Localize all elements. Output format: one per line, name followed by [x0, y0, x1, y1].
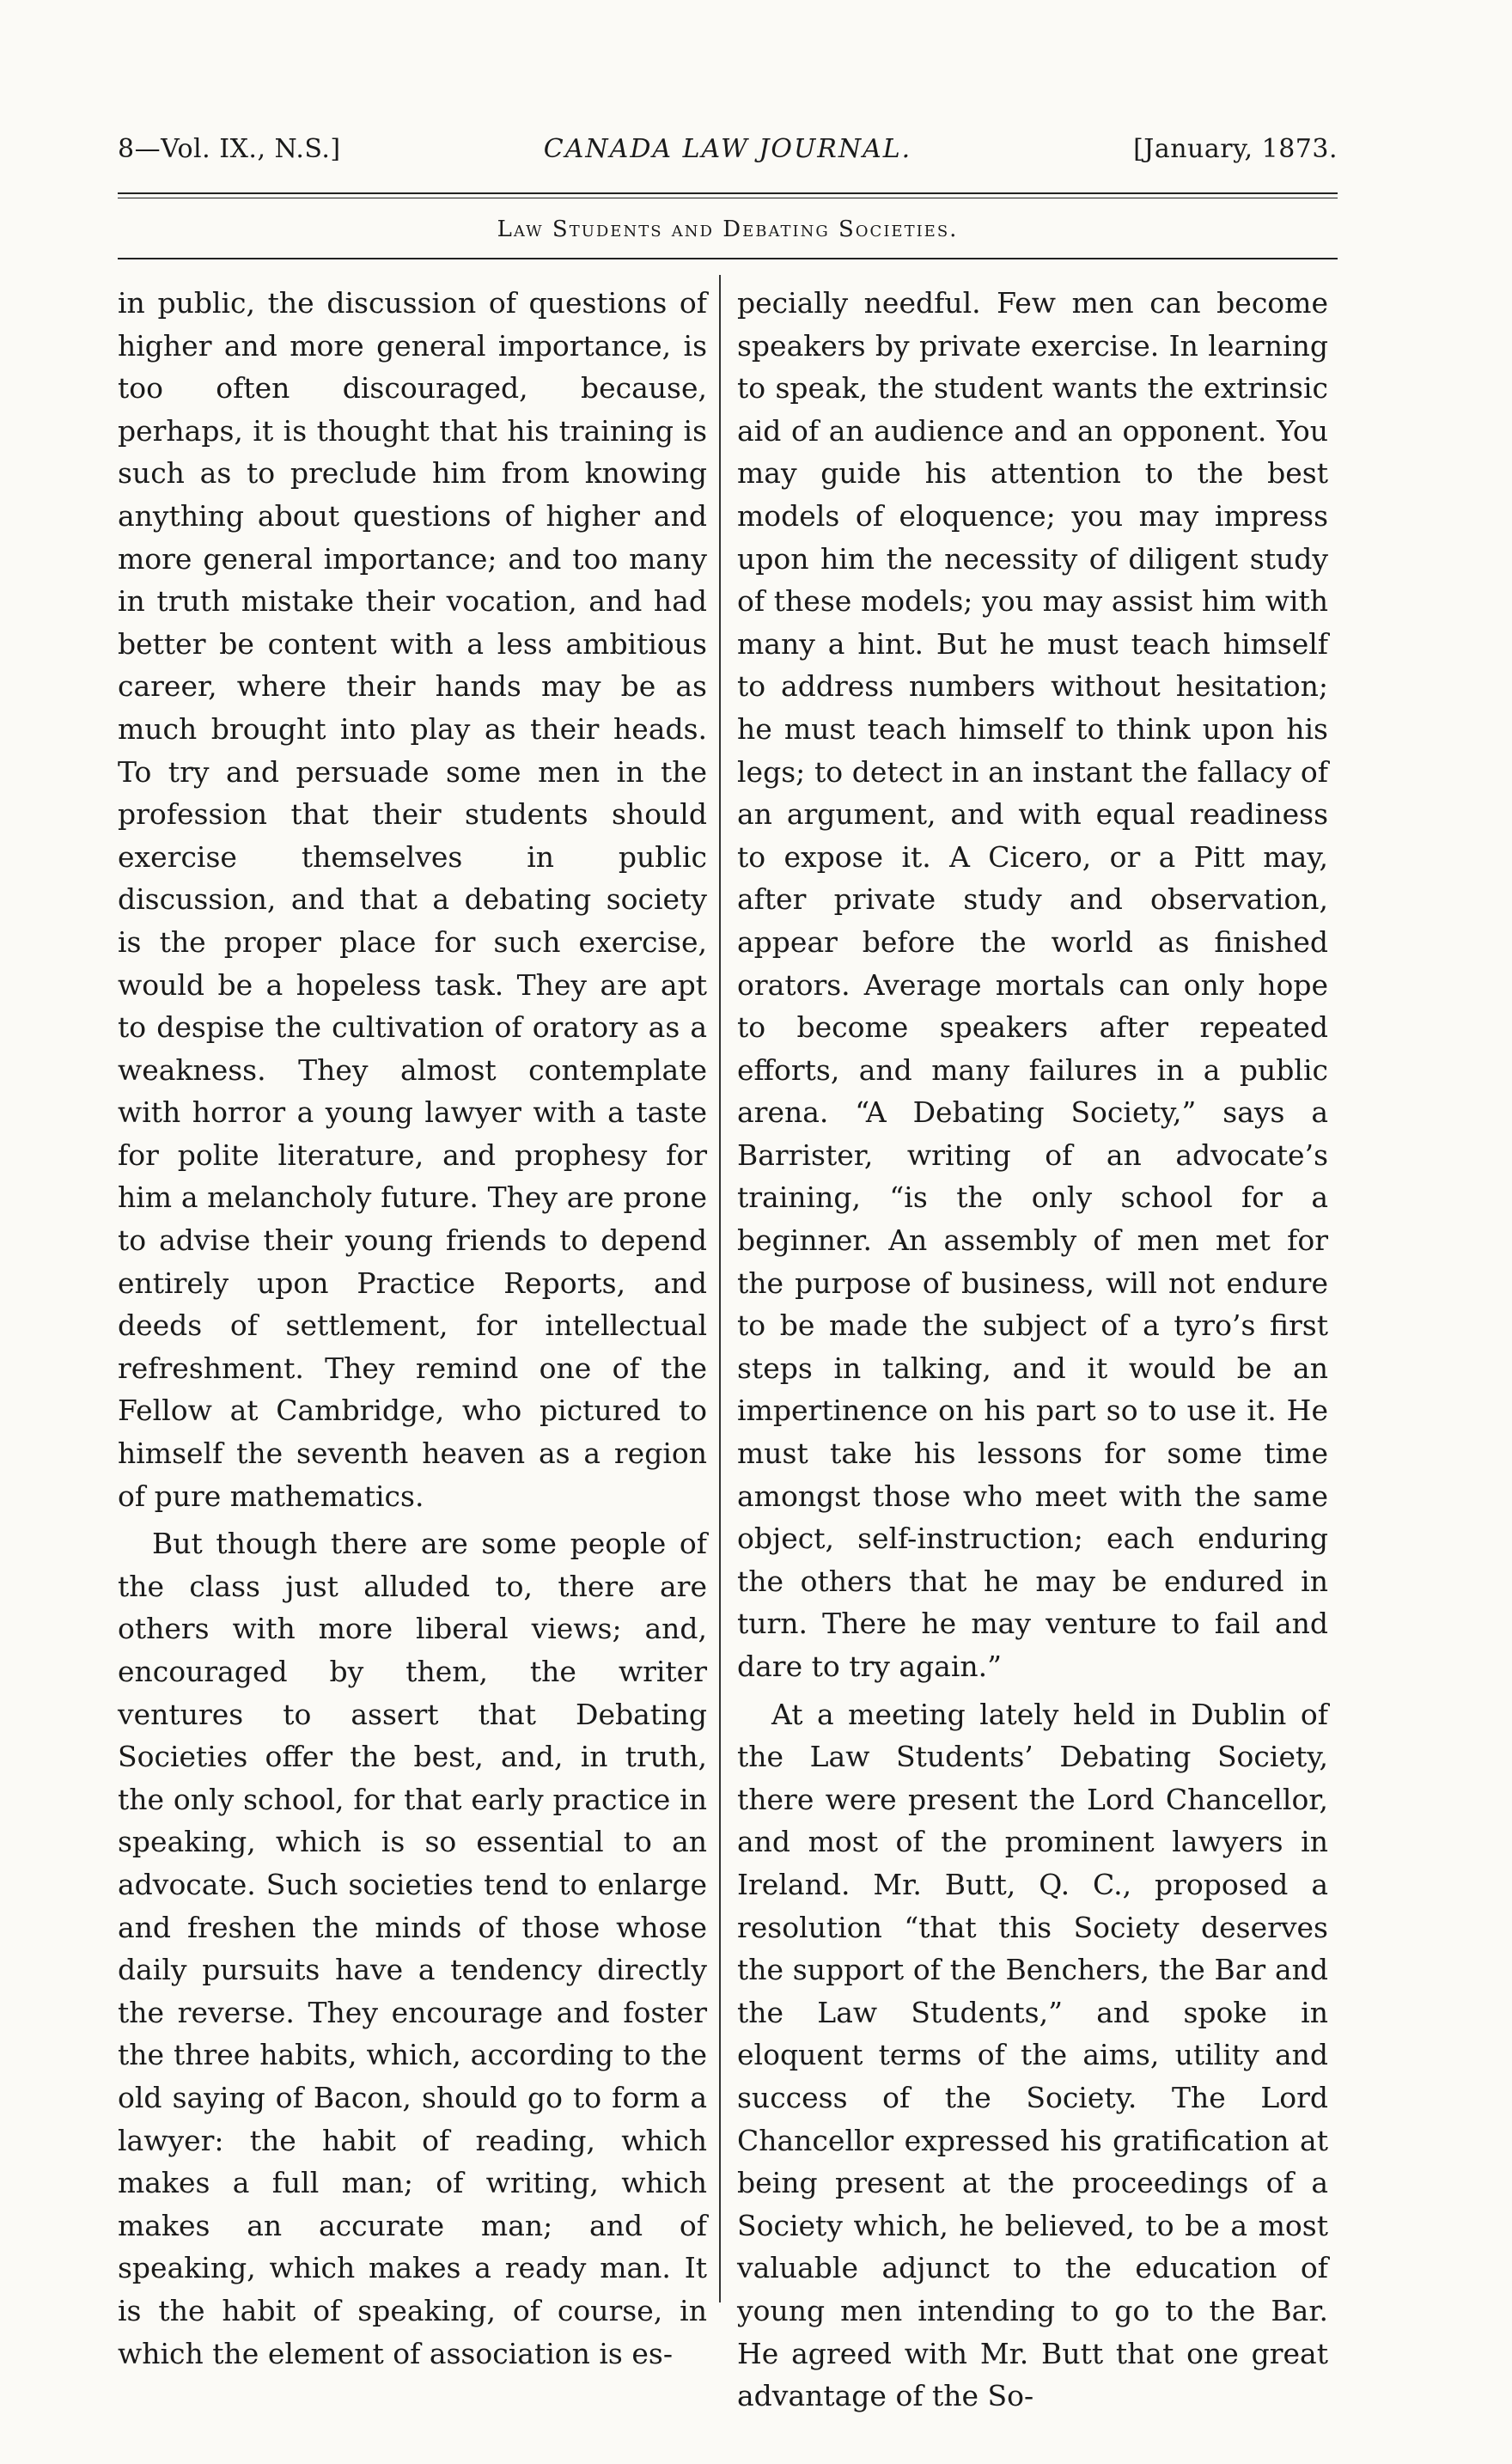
issue-date: [January, 1873.	[1133, 134, 1338, 164]
left-column	[118, 282, 707, 2375]
right-paragraph-1: pecially needful. Few men can become speakers by private exercise. In learning to speak, the student wants the extrinsic aid of an audience and an opponent. You may guide his attention to the best models of eloquence; you may impress upon him the necessity of diligent study of these models; you may assist him with many a hint. But he must teach himself to address numbers without hesitation; he must teach himself to think upon his legs; to detect in an instant the fallacy of an argument, and with equal readiness to expose it. A Cicero, or a Pitt may, after private study and observation, appear before the world as finished orators. Average mortals can only hope to become speakers after repeated efforts, and many failures in a public arena. “A Debating Society,” says a Barrister, writing of an advocate’s training, “is the only school for a beginner. An assembly of men met for the purpose of business, will not endure to be made the subject of a tyro’s first steps in talking, and it would be an impertinence on his part so to use it. He must take his lessons for some time amongst those who meet with the same object, self-instruction; each enduring the others that he may be endured in turn. There he may venture to fail and dare to try again.”	[737, 286, 1328, 1683]
right-column	[737, 282, 1328, 2418]
section-title: Law Students and Debating Societies.	[497, 217, 959, 242]
left-paragraph-1: in public, the discussion of questions of higher and more general importance, is too often discouraged, because, perhaps, it is thought that his training is such as to preclude him from knowing anything about questions of higher and more general importance; and too many in truth mistake their vocation, and had better be content with a less ambitious career, where their hands may be as much brought into play as their heads. To try and persuade some men in the profession that their students should exercise themselves in public discussion, and that a debating society is the proper place for such exercise, would be a hopeless task. They are apt to despise the cultivation of oratory as a weakness. They almost contemplate with horror a young lawyer with a taste for polite literature, and prophesy for him a melancholy future. They are prone to advise their young friends to depend entirely upon Practice Reports, and deeds of settlement, for intellectual refreshment. They remind one of the Fellow at Cambridge, who pictured to himself the seventh heaven as a region of pure mathematics.	[118, 286, 707, 1513]
journal-title: CANADA LAW JOURNAL.	[543, 134, 912, 164]
right-paragraph-2: At a meeting lately held in Dublin of the Law Students’ Debating Society, there were present the Lord Chancellor, and most of the prominent lawyers in Ireland. Mr. Butt, Q. C., proposed a resolution “that this Society deserves the support of the Benchers, the Bar and the Law Students,” and spoke in eloquent terms of the aims, utility and success of the Society. The Lord Chancellor expressed his gratification at being present at the proceedings of a Society which, he believed, to be a most valuable adjunct to the education of young men intending to go to the Bar. He agreed with Mr. Butt that one great advantage of the So-	[737, 1697, 1328, 2413]
left-paragraph-2: But though there are some people of the class just alluded to, there are others with more liberal views; and, encouraged by them, the writer ventures to assert that Debating Societies offer the best, and, in truth, the only school, for that early practice in speaking, which is so essential to an advocate. Such societies tend to enlarge and freshen the minds of those whose daily pursuits have a tendency directly the reverse. They encourage and foster the three habits, which, according to the old saying of Bacon, should go to form a lawyer: the habit of reading, which makes a full man; of writing, which makes an accurate man; and of speaking, which makes a ready man. It is the habit of speaking, of course, in which the element of association is es-	[118, 1527, 707, 2370]
section-rule	[118, 258, 1338, 259]
column-divider	[719, 275, 721, 2302]
page-reference: 8—Vol. IX., N.S.]	[118, 134, 341, 164]
header-rule-top	[118, 192, 1338, 194]
